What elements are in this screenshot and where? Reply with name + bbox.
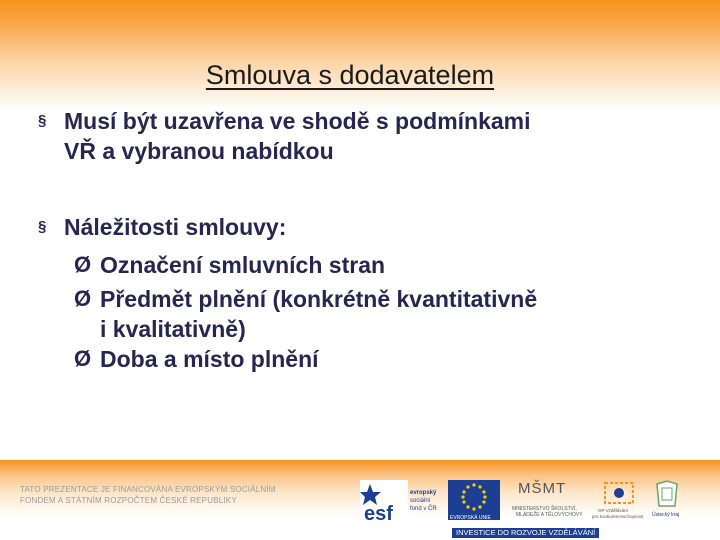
bullet-item — [36, 212, 676, 242]
arrow-bullet-icon: Ø — [74, 346, 92, 371]
msmt-logo — [512, 480, 583, 520]
msmt-letters: MŠMT — [518, 480, 567, 497]
bullet-item — [36, 106, 676, 166]
op-vk-caption: OP Vzdělávání — [598, 508, 628, 513]
op-vk-caption: pro konkurenceschopnost — [592, 514, 644, 519]
kraj-caption: Ústecký kraj — [652, 512, 680, 518]
sub-bullet-item — [36, 342, 676, 376]
sub-bullet-text-line: i kvalitativně) — [100, 316, 246, 342]
arrow-bullet-icon: Ø — [74, 286, 92, 311]
esf-caption: evropský — [410, 490, 437, 496]
esf-star-icon — [360, 480, 408, 522]
sub-bullet-text-line: Označení smluvních stran — [100, 252, 386, 278]
msmt-caption: MLÁDEŽE A TĚLOVÝCHOVY — [516, 512, 583, 518]
sub-bullet-item — [36, 248, 676, 282]
sub-bullet-text-line: Předmět plnění (konkrétně kvantitativně — [100, 286, 538, 312]
esf-caption: sociální — [410, 498, 431, 504]
bullet-text-line: Náležitosti smlouvy: — [64, 214, 287, 240]
eu-stars-icon — [448, 480, 500, 514]
sub-bullet-item — [36, 282, 676, 342]
esf-letters: esf — [364, 503, 393, 522]
op-vk-logo — [592, 480, 648, 524]
eu-caption: EVROPSKÁ UNIE — [450, 515, 491, 521]
funding-statement-line: FONDEM A STÁTNÍM ROZPOČTEM ČESKÉ REPUBLIKY — [20, 496, 237, 505]
eu-flag-logo — [448, 480, 500, 520]
section-bullet-icon: § — [38, 112, 47, 129]
funding-statement-line: TATO PREZENTACE JE FINANCOVÁNA EVROPSKÝM SOCIÁLNÍM — [20, 485, 276, 494]
partner-logos — [360, 476, 710, 536]
esf-logo — [360, 480, 442, 526]
slide-content — [36, 106, 676, 376]
bullet-text-line: Musí být uzavřena ve shodě s podmínkami — [64, 108, 531, 134]
funding-statement — [20, 484, 320, 506]
arrow-bullet-icon: Ø — [74, 252, 92, 277]
ustecky-kraj-logo — [650, 480, 686, 524]
kraj-emblem-icon — [655, 480, 679, 508]
msmt-caption: MINISTERSTVO ŠKOLSTVÍ, — [512, 506, 577, 512]
op-vk-emblem-icon — [602, 480, 636, 506]
bullet-text-line: VŘ a vybranou nabídkou — [64, 138, 334, 164]
slide-title: Smlouva s dodavatelem — [205, 60, 495, 90]
sub-bullet-text-line: Doba a místo plnění — [100, 346, 319, 372]
section-bullet-icon: § — [38, 218, 47, 235]
esf-caption: fond v ČR — [410, 506, 437, 512]
header-gradient-band — [0, 0, 720, 110]
investment-banner: INVESTICE DO ROZVOJE VZDĚLÁVÁNÍ — [452, 528, 599, 538]
